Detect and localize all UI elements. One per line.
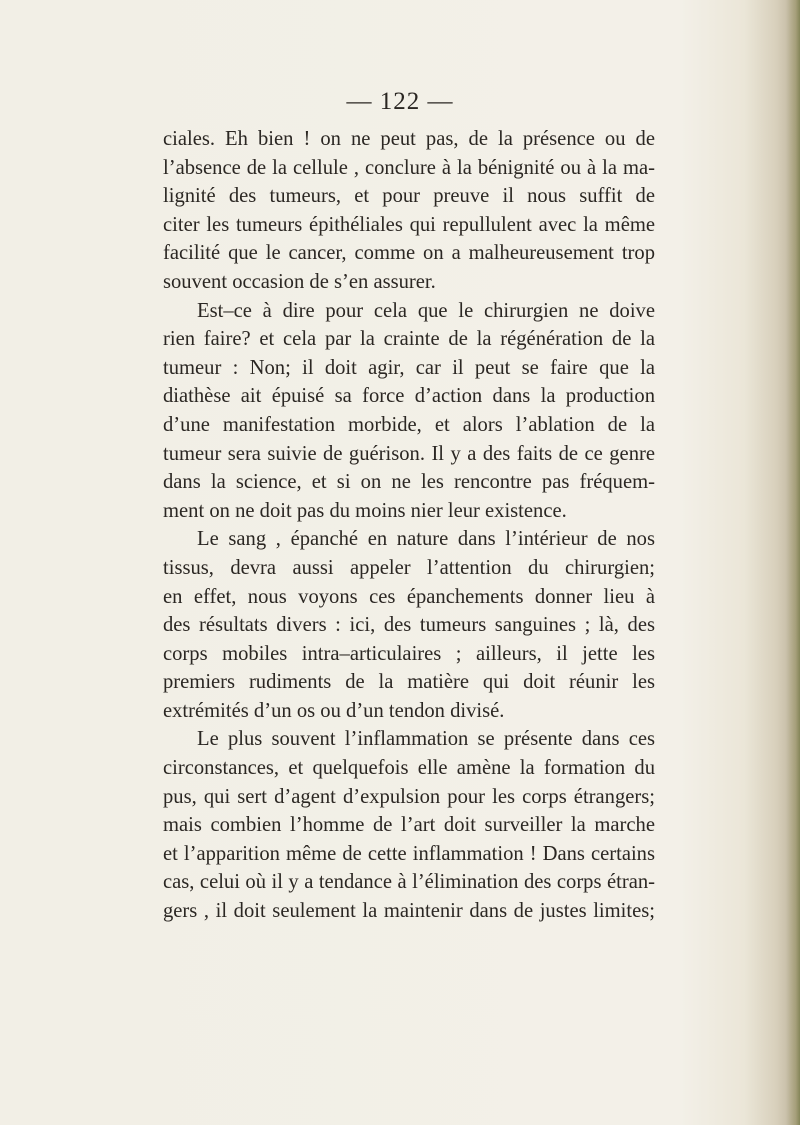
text-line: cas, celui où il y a tendance à l’élimination des corps étran- (163, 871, 655, 894)
text-line: dans la science, et si on ne les rencontre pas fréquem- (163, 471, 655, 494)
text-line: des résultats divers : ici, des tumeurs sanguines ; là, des (163, 614, 655, 637)
text-line: diathèse ait épuisé sa force d’action dans la production (163, 385, 655, 408)
text-line: pus, qui sert d’agent d’expulsion pour les corps étrangers; (163, 785, 655, 808)
paragraph-start-line: Est–ce à dire pour cela que le chirurgien ne doive (197, 299, 655, 322)
text-line: mais combien l’homme de l’art doit surveiller la marche (163, 814, 655, 837)
text-line: gers , il doit seulement la maintenir dans de justes limites; (163, 900, 655, 923)
text-line: l’absence de la cellule , conclure à la bénignité ou à la ma- (163, 156, 655, 179)
text-line: en effet, nous voyons ces épanchements donner lieu à (163, 585, 655, 608)
page-edge-shadow (786, 0, 800, 1125)
text-line: d’une manifestation morbide, et alors l’ablation de la (163, 413, 655, 436)
text-line: tumeur : Non; il doit agir, car il peut se faire que la (163, 356, 655, 379)
text-line: circonstances, et quelquefois elle amène la formation du (163, 757, 655, 780)
text-line: citer les tumeurs épithéliales qui repullulent avec la même (163, 213, 655, 236)
text-line: rien faire? et cela par la crainte de la régénération de la (163, 328, 655, 351)
paragraph-start-line: Le plus souvent l’inflammation se présente dans ces (197, 728, 655, 751)
paragraph-start-line: Le sang , épanché en nature dans l’intérieur de nos (197, 528, 655, 551)
text-line: tissus, devra aussi appeler l’attention du chirurgien; (163, 556, 655, 579)
text-line: ment on ne doit pas du moins nier leur existence. (163, 499, 567, 522)
page-number: — 122 — (346, 88, 454, 115)
text-line: et l’apparition même de cette inflammation ! Dans certains (163, 842, 655, 865)
text-line: ciales. Eh bien ! on ne peut pas, de la présence ou de (163, 128, 655, 150)
body-text (163, 125, 655, 926)
text-line: facilité que le cancer, comme on a malheureusement trop (163, 242, 655, 265)
text-line: lignité des tumeurs, et pour preuve il nous suffit de (163, 185, 655, 208)
text-line: corps mobiles intra–articulaires ; ailleurs, il jette les (163, 642, 655, 665)
text-line: souvent occasion de s’en assurer. (163, 270, 436, 293)
text-line: premiers rudiments de la matière qui doit réunir les (163, 671, 655, 694)
text-line: extrémités d’un os ou d’un tendon divisé. (163, 699, 505, 722)
text-line: tumeur sera suivie de guérison. Il y a des faits de ce genre (163, 442, 655, 465)
